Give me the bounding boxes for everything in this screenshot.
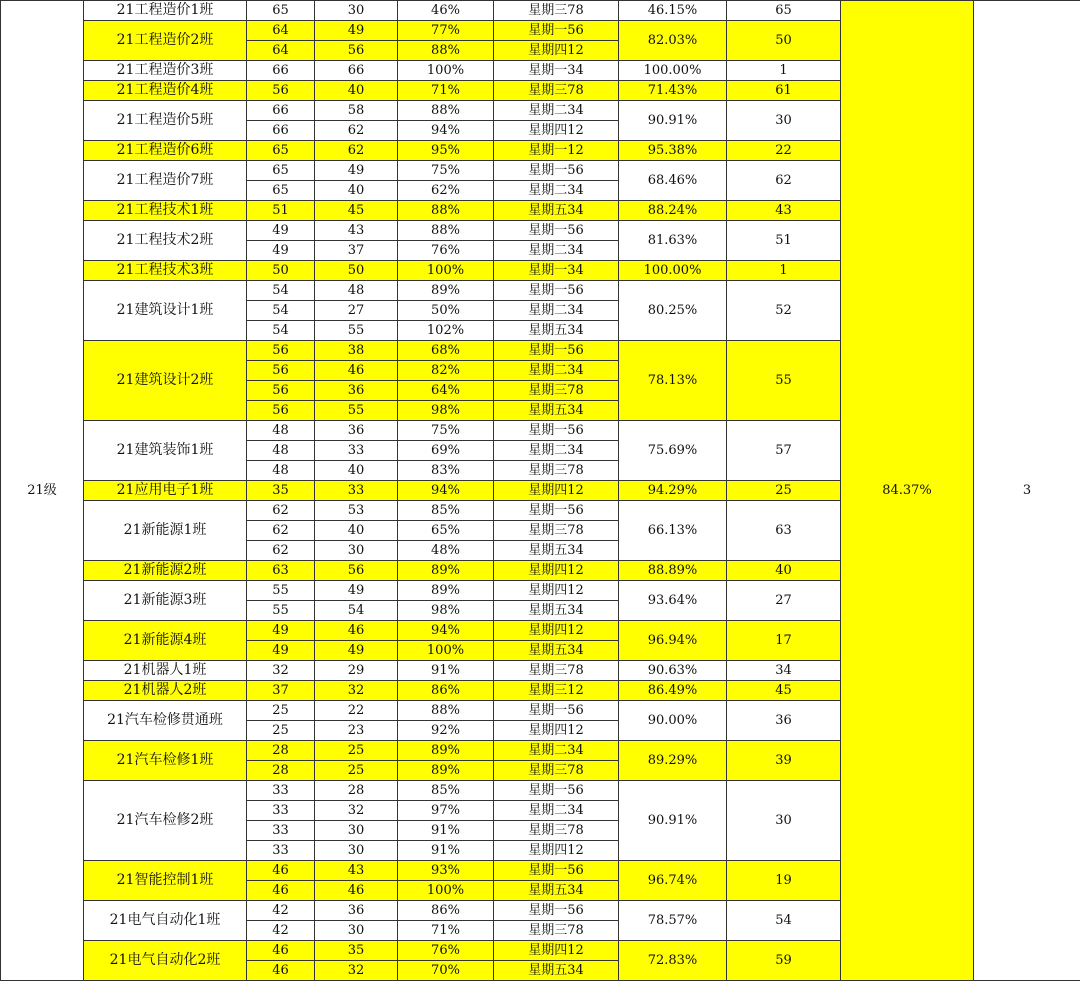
rate-cell[interactable]: 48%	[398, 541, 494, 561]
class-rank-cell[interactable]: 19	[727, 861, 841, 901]
present-count-cell[interactable]: 56	[315, 561, 398, 581]
grade-average-cell[interactable]: 84.37%	[841, 1, 974, 981]
class-average-cell[interactable]: 90.63%	[619, 661, 727, 681]
present-count-cell[interactable]: 23	[315, 721, 398, 741]
session-cell[interactable]: 星期一56	[494, 901, 619, 921]
student-count-cell[interactable]: 62	[247, 501, 315, 521]
class-rank-cell[interactable]: 63	[727, 501, 841, 561]
student-count-cell[interactable]: 51	[247, 201, 315, 221]
class-average-cell[interactable]: 78.13%	[619, 341, 727, 421]
class-name-cell[interactable]: 21工程造价6班	[84, 141, 247, 161]
rate-cell[interactable]: 82%	[398, 361, 494, 381]
rate-cell[interactable]: 75%	[398, 161, 494, 181]
class-rank-cell[interactable]: 34	[727, 661, 841, 681]
rate-cell[interactable]: 89%	[398, 561, 494, 581]
student-count-cell[interactable]: 32	[247, 661, 315, 681]
rate-cell[interactable]: 95%	[398, 141, 494, 161]
rate-cell[interactable]: 89%	[398, 761, 494, 781]
session-cell[interactable]: 星期二34	[494, 361, 619, 381]
session-cell[interactable]: 星期二34	[494, 301, 619, 321]
rate-cell[interactable]: 75%	[398, 421, 494, 441]
present-count-cell[interactable]: 46	[315, 621, 398, 641]
session-cell[interactable]: 星期五34	[494, 541, 619, 561]
rate-cell[interactable]: 94%	[398, 121, 494, 141]
present-count-cell[interactable]: 36	[315, 901, 398, 921]
present-count-cell[interactable]: 25	[315, 761, 398, 781]
class-name-cell[interactable]: 21应用电子1班	[84, 481, 247, 501]
rate-cell[interactable]: 89%	[398, 581, 494, 601]
session-cell[interactable]: 星期三12	[494, 681, 619, 701]
session-cell[interactable]: 星期三78	[494, 761, 619, 781]
session-cell[interactable]: 星期四12	[494, 561, 619, 581]
session-cell[interactable]: 星期四12	[494, 841, 619, 861]
rate-cell[interactable]: 65%	[398, 521, 494, 541]
class-name-cell[interactable]: 21新能源2班	[84, 561, 247, 581]
rate-cell[interactable]: 89%	[398, 741, 494, 761]
session-cell[interactable]: 星期一56	[494, 341, 619, 361]
class-name-cell[interactable]: 21新能源4班	[84, 621, 247, 661]
student-count-cell[interactable]: 65	[247, 181, 315, 201]
session-cell[interactable]: 星期三78	[494, 661, 619, 681]
present-count-cell[interactable]: 36	[315, 421, 398, 441]
class-rank-cell[interactable]: 25	[727, 481, 841, 501]
class-average-cell[interactable]: 75.69%	[619, 421, 727, 481]
session-cell[interactable]: 星期五34	[494, 641, 619, 661]
present-count-cell[interactable]: 36	[315, 381, 398, 401]
class-average-cell[interactable]: 46.15%	[619, 1, 727, 21]
session-cell[interactable]: 星期一56	[494, 501, 619, 521]
session-cell[interactable]: 星期三78	[494, 461, 619, 481]
session-cell[interactable]: 星期一56	[494, 281, 619, 301]
table-row	[1, 1, 1080, 21]
session-cell[interactable]: 星期一12	[494, 141, 619, 161]
session-cell[interactable]: 星期三78	[494, 81, 619, 101]
grade-rank-cell[interactable]: 3	[974, 1, 1080, 981]
class-name-cell[interactable]: 21汽车检修2班	[84, 781, 247, 861]
rate-cell[interactable]: 83%	[398, 461, 494, 481]
rate-cell[interactable]: 91%	[398, 821, 494, 841]
present-count-cell[interactable]: 28	[315, 781, 398, 801]
class-name-cell[interactable]: 21汽车检修1班	[84, 741, 247, 781]
student-count-cell[interactable]: 46	[247, 861, 315, 881]
student-count-cell[interactable]: 48	[247, 461, 315, 481]
class-rank-cell[interactable]: 59	[727, 941, 841, 981]
student-count-cell[interactable]: 56	[247, 401, 315, 421]
present-count-cell[interactable]: 58	[315, 101, 398, 121]
rate-cell[interactable]: 68%	[398, 341, 494, 361]
student-count-cell[interactable]: 35	[247, 481, 315, 501]
student-count-cell[interactable]: 65	[247, 1, 315, 21]
class-average-cell[interactable]: 93.64%	[619, 581, 727, 621]
present-count-cell[interactable]: 33	[315, 441, 398, 461]
class-average-cell[interactable]: 66.13%	[619, 501, 727, 561]
class-rank-cell[interactable]: 1	[727, 61, 841, 81]
class-average-cell[interactable]: 100.00%	[619, 61, 727, 81]
class-average-cell[interactable]: 89.29%	[619, 741, 727, 781]
grade-label-cell[interactable]: 21级	[1, 1, 84, 981]
present-count-cell[interactable]: 32	[315, 681, 398, 701]
student-count-cell[interactable]: 42	[247, 901, 315, 921]
present-count-cell[interactable]: 49	[315, 161, 398, 181]
student-count-cell[interactable]: 28	[247, 761, 315, 781]
present-count-cell[interactable]: 56	[315, 41, 398, 61]
class-average-cell[interactable]: 80.25%	[619, 281, 727, 341]
session-cell[interactable]: 星期五34	[494, 321, 619, 341]
class-rank-cell[interactable]: 22	[727, 141, 841, 161]
student-count-cell[interactable]: 64	[247, 41, 315, 61]
session-cell[interactable]: 星期五34	[494, 881, 619, 901]
student-count-cell[interactable]: 46	[247, 881, 315, 901]
student-count-cell[interactable]: 65	[247, 141, 315, 161]
present-count-cell[interactable]: 40	[315, 81, 398, 101]
class-rank-cell[interactable]: 54	[727, 901, 841, 941]
session-cell[interactable]: 星期五34	[494, 401, 619, 421]
session-cell[interactable]: 星期二34	[494, 441, 619, 461]
student-count-cell[interactable]: 56	[247, 361, 315, 381]
class-average-cell[interactable]: 71.43%	[619, 81, 727, 101]
present-count-cell[interactable]: 40	[315, 521, 398, 541]
student-count-cell[interactable]: 55	[247, 601, 315, 621]
present-count-cell[interactable]: 35	[315, 941, 398, 961]
class-name-cell[interactable]: 21工程技术1班	[84, 201, 247, 221]
session-cell[interactable]: 星期一56	[494, 701, 619, 721]
class-average-cell[interactable]: 86.49%	[619, 681, 727, 701]
student-count-cell[interactable]: 62	[247, 541, 315, 561]
class-average-cell[interactable]: 78.57%	[619, 901, 727, 941]
session-cell[interactable]: 星期二34	[494, 241, 619, 261]
session-cell[interactable]: 星期二34	[494, 181, 619, 201]
class-rank-cell[interactable]: 36	[727, 701, 841, 741]
present-count-cell[interactable]: 55	[315, 321, 398, 341]
session-cell[interactable]: 星期四12	[494, 621, 619, 641]
session-cell[interactable]: 星期一56	[494, 21, 619, 41]
rate-cell[interactable]: 97%	[398, 801, 494, 821]
present-count-cell[interactable]: 54	[315, 601, 398, 621]
class-name-cell[interactable]: 21工程造价2班	[84, 21, 247, 61]
class-name-cell[interactable]: 21电气自动化2班	[84, 941, 247, 981]
class-rank-cell[interactable]: 52	[727, 281, 841, 341]
session-cell[interactable]: 星期一56	[494, 781, 619, 801]
student-count-cell[interactable]: 56	[247, 381, 315, 401]
class-name-cell[interactable]: 21工程造价5班	[84, 101, 247, 141]
class-name-cell[interactable]: 21工程技术2班	[84, 221, 247, 261]
rate-cell[interactable]: 91%	[398, 841, 494, 861]
student-count-cell[interactable]: 33	[247, 841, 315, 861]
student-count-cell[interactable]: 28	[247, 741, 315, 761]
rate-cell[interactable]: 98%	[398, 401, 494, 421]
class-average-cell[interactable]: 95.38%	[619, 141, 727, 161]
student-count-cell[interactable]: 66	[247, 61, 315, 81]
class-rank-cell[interactable]: 1	[727, 261, 841, 281]
session-cell[interactable]: 星期四12	[494, 121, 619, 141]
student-count-cell[interactable]: 54	[247, 281, 315, 301]
rate-cell[interactable]: 94%	[398, 621, 494, 641]
present-count-cell[interactable]: 27	[315, 301, 398, 321]
class-average-cell[interactable]: 94.29%	[619, 481, 727, 501]
class-rank-cell[interactable]: 30	[727, 101, 841, 141]
present-count-cell[interactable]: 32	[315, 961, 398, 981]
rate-cell[interactable]: 85%	[398, 501, 494, 521]
class-rank-cell[interactable]: 30	[727, 781, 841, 861]
class-rank-cell[interactable]: 27	[727, 581, 841, 621]
session-cell[interactable]: 星期五34	[494, 601, 619, 621]
class-average-cell[interactable]: 68.46%	[619, 161, 727, 201]
student-count-cell[interactable]: 63	[247, 561, 315, 581]
rate-cell[interactable]: 89%	[398, 281, 494, 301]
rate-cell[interactable]: 76%	[398, 241, 494, 261]
class-name-cell[interactable]: 21机器人2班	[84, 681, 247, 701]
student-count-cell[interactable]: 49	[247, 641, 315, 661]
session-cell[interactable]: 星期三78	[494, 821, 619, 841]
present-count-cell[interactable]: 46	[315, 881, 398, 901]
student-count-cell[interactable]: 46	[247, 941, 315, 961]
student-count-cell[interactable]: 54	[247, 321, 315, 341]
session-cell[interactable]: 星期一56	[494, 421, 619, 441]
class-average-cell[interactable]: 88.24%	[619, 201, 727, 221]
student-count-cell[interactable]: 25	[247, 701, 315, 721]
rate-cell[interactable]: 76%	[398, 941, 494, 961]
student-count-cell[interactable]: 48	[247, 421, 315, 441]
class-average-cell[interactable]: 96.94%	[619, 621, 727, 661]
student-count-cell[interactable]: 50	[247, 261, 315, 281]
present-count-cell[interactable]: 49	[315, 581, 398, 601]
class-name-cell[interactable]: 21新能源3班	[84, 581, 247, 621]
student-count-cell[interactable]: 62	[247, 521, 315, 541]
present-count-cell[interactable]: 30	[315, 541, 398, 561]
present-count-cell[interactable]: 43	[315, 861, 398, 881]
session-cell[interactable]: 星期四12	[494, 481, 619, 501]
student-count-cell[interactable]: 37	[247, 681, 315, 701]
class-average-cell[interactable]: 90.91%	[619, 781, 727, 861]
class-rank-cell[interactable]: 61	[727, 81, 841, 101]
class-name-cell[interactable]: 21工程造价1班	[84, 1, 247, 21]
present-count-cell[interactable]: 62	[315, 121, 398, 141]
present-count-cell[interactable]: 29	[315, 661, 398, 681]
class-average-cell[interactable]: 88.89%	[619, 561, 727, 581]
session-cell[interactable]: 星期四12	[494, 721, 619, 741]
class-rank-cell[interactable]: 39	[727, 741, 841, 781]
present-count-cell[interactable]: 25	[315, 741, 398, 761]
student-count-cell[interactable]: 66	[247, 121, 315, 141]
class-rank-cell[interactable]: 65	[727, 1, 841, 21]
rate-cell[interactable]: 71%	[398, 921, 494, 941]
session-cell[interactable]: 星期一34	[494, 261, 619, 281]
student-count-cell[interactable]: 66	[247, 101, 315, 121]
rate-cell[interactable]: 50%	[398, 301, 494, 321]
session-cell[interactable]: 星期二34	[494, 101, 619, 121]
session-cell[interactable]: 星期二34	[494, 741, 619, 761]
present-count-cell[interactable]: 32	[315, 801, 398, 821]
rate-cell[interactable]: 70%	[398, 961, 494, 981]
session-cell[interactable]: 星期三78	[494, 521, 619, 541]
session-cell[interactable]: 星期四12	[494, 41, 619, 61]
present-count-cell[interactable]: 49	[315, 21, 398, 41]
class-average-cell[interactable]: 100.00%	[619, 261, 727, 281]
rate-cell[interactable]: 77%	[398, 21, 494, 41]
present-count-cell[interactable]: 22	[315, 701, 398, 721]
present-count-cell[interactable]: 62	[315, 141, 398, 161]
rate-cell[interactable]: 69%	[398, 441, 494, 461]
student-count-cell[interactable]: 33	[247, 821, 315, 841]
session-cell[interactable]: 星期一56	[494, 221, 619, 241]
rate-cell[interactable]: 93%	[398, 861, 494, 881]
class-name-cell[interactable]: 21机器人1班	[84, 661, 247, 681]
rate-cell[interactable]: 86%	[398, 901, 494, 921]
session-cell[interactable]: 星期二34	[494, 801, 619, 821]
student-count-cell[interactable]: 33	[247, 801, 315, 821]
present-count-cell[interactable]: 40	[315, 181, 398, 201]
student-count-cell[interactable]: 49	[247, 621, 315, 641]
student-count-cell[interactable]: 49	[247, 221, 315, 241]
session-cell[interactable]: 星期一56	[494, 861, 619, 881]
student-count-cell[interactable]: 42	[247, 921, 315, 941]
session-cell[interactable]: 星期三78	[494, 381, 619, 401]
rate-cell[interactable]: 64%	[398, 381, 494, 401]
session-cell[interactable]: 星期一34	[494, 61, 619, 81]
class-name-cell[interactable]: 21建筑装饰1班	[84, 421, 247, 481]
present-count-cell[interactable]: 55	[315, 401, 398, 421]
present-count-cell[interactable]: 40	[315, 461, 398, 481]
rate-cell[interactable]: 88%	[398, 701, 494, 721]
rate-cell[interactable]: 100%	[398, 641, 494, 661]
class-name-cell[interactable]: 21电气自动化1班	[84, 901, 247, 941]
present-count-cell[interactable]: 30	[315, 841, 398, 861]
rate-cell[interactable]: 100%	[398, 261, 494, 281]
class-rank-cell[interactable]: 43	[727, 201, 841, 221]
session-cell[interactable]: 星期三78	[494, 921, 619, 941]
rate-cell[interactable]: 91%	[398, 661, 494, 681]
class-name-cell[interactable]: 21智能控制1班	[84, 861, 247, 901]
rate-cell[interactable]: 88%	[398, 201, 494, 221]
present-count-cell[interactable]: 30	[315, 821, 398, 841]
class-rank-cell[interactable]: 45	[727, 681, 841, 701]
rate-cell[interactable]: 92%	[398, 721, 494, 741]
rate-cell[interactable]: 94%	[398, 481, 494, 501]
student-count-cell[interactable]: 56	[247, 341, 315, 361]
class-rank-cell[interactable]: 55	[727, 341, 841, 421]
rate-cell[interactable]: 88%	[398, 221, 494, 241]
student-count-cell[interactable]: 46	[247, 961, 315, 981]
present-count-cell[interactable]: 48	[315, 281, 398, 301]
student-count-cell[interactable]: 56	[247, 81, 315, 101]
present-count-cell[interactable]: 66	[315, 61, 398, 81]
present-count-cell[interactable]: 30	[315, 1, 398, 21]
session-cell[interactable]: 星期四12	[494, 581, 619, 601]
student-count-cell[interactable]: 54	[247, 301, 315, 321]
class-name-cell[interactable]: 21工程造价4班	[84, 81, 247, 101]
class-average-cell[interactable]: 81.63%	[619, 221, 727, 261]
table-body	[1, 1, 1080, 981]
class-average-cell[interactable]: 96.74%	[619, 861, 727, 901]
class-rank-cell[interactable]: 40	[727, 561, 841, 581]
class-name-cell[interactable]: 21新能源1班	[84, 501, 247, 561]
student-count-cell[interactable]: 49	[247, 241, 315, 261]
class-name-cell[interactable]: 21汽车检修贯通班	[84, 701, 247, 741]
class-average-cell[interactable]: 90.00%	[619, 701, 727, 741]
present-count-cell[interactable]: 37	[315, 241, 398, 261]
class-average-cell[interactable]: 72.83%	[619, 941, 727, 981]
class-name-cell[interactable]: 21工程造价7班	[84, 161, 247, 201]
class-name-cell[interactable]: 21工程技术3班	[84, 261, 247, 281]
present-count-cell[interactable]: 45	[315, 201, 398, 221]
class-name-cell[interactable]: 21建筑设计1班	[84, 281, 247, 341]
present-count-cell[interactable]: 53	[315, 501, 398, 521]
student-count-cell[interactable]: 33	[247, 781, 315, 801]
class-average-cell[interactable]: 90.91%	[619, 101, 727, 141]
class-rank-cell[interactable]: 17	[727, 621, 841, 661]
rate-cell[interactable]: 71%	[398, 81, 494, 101]
present-count-cell[interactable]: 33	[315, 481, 398, 501]
rate-cell[interactable]: 86%	[398, 681, 494, 701]
class-name-cell[interactable]: 21工程造价3班	[84, 61, 247, 81]
session-cell[interactable]: 星期一56	[494, 161, 619, 181]
rate-cell[interactable]: 100%	[398, 61, 494, 81]
class-rank-cell[interactable]: 57	[727, 421, 841, 481]
class-name-cell[interactable]: 21建筑设计2班	[84, 341, 247, 421]
class-rank-cell[interactable]: 51	[727, 221, 841, 261]
rate-cell[interactable]: 85%	[398, 781, 494, 801]
present-count-cell[interactable]: 50	[315, 261, 398, 281]
rate-cell[interactable]: 88%	[398, 101, 494, 121]
student-count-cell[interactable]: 65	[247, 161, 315, 181]
rate-cell[interactable]: 102%	[398, 321, 494, 341]
rate-cell[interactable]: 62%	[398, 181, 494, 201]
session-cell[interactable]: 星期五34	[494, 201, 619, 221]
session-cell[interactable]: 星期五34	[494, 961, 619, 981]
present-count-cell[interactable]: 43	[315, 221, 398, 241]
session-cell[interactable]: 星期三78	[494, 1, 619, 21]
rate-cell[interactable]: 88%	[398, 41, 494, 61]
class-rank-cell[interactable]: 50	[727, 21, 841, 61]
student-count-cell[interactable]: 48	[247, 441, 315, 461]
present-count-cell[interactable]: 49	[315, 641, 398, 661]
rate-cell[interactable]: 100%	[398, 881, 494, 901]
present-count-cell[interactable]: 30	[315, 921, 398, 941]
student-count-cell[interactable]: 55	[247, 581, 315, 601]
present-count-cell[interactable]: 38	[315, 341, 398, 361]
rate-cell[interactable]: 46%	[398, 1, 494, 21]
class-rank-cell[interactable]: 62	[727, 161, 841, 201]
class-average-cell[interactable]: 82.03%	[619, 21, 727, 61]
student-count-cell[interactable]: 64	[247, 21, 315, 41]
rate-cell[interactable]: 98%	[398, 601, 494, 621]
present-count-cell[interactable]: 46	[315, 361, 398, 381]
session-cell[interactable]: 星期四12	[494, 941, 619, 961]
student-count-cell[interactable]: 25	[247, 721, 315, 741]
